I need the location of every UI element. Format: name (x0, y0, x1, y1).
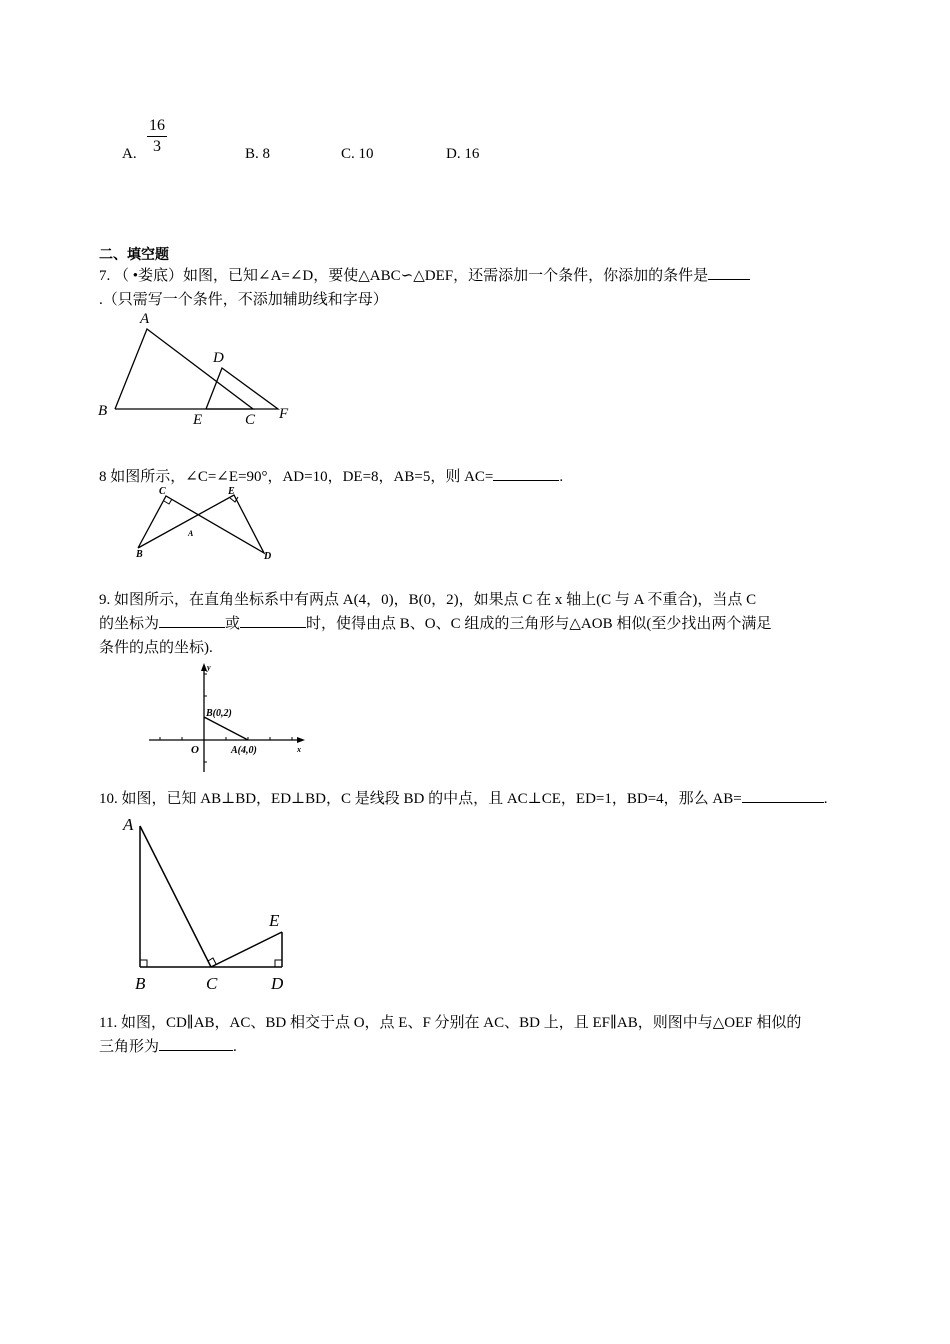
q10-end: . (823, 791, 828, 807)
bowtie-lines (138, 495, 264, 553)
q9-text-a: 的坐标为 (99, 616, 160, 632)
fig8-label-a: A (188, 529, 194, 538)
fig10-label-a: A (123, 815, 134, 834)
q7-text-line2: .（只需写一个条件，不添加辅助线和字母） (99, 292, 388, 308)
fig9-label-a: A(4,0) (231, 745, 257, 756)
q9-text-line2 (99, 613, 771, 635)
q11-text: 三角形为 (99, 1039, 160, 1055)
q10-figure (115, 808, 305, 998)
right-angle-d (275, 960, 282, 967)
q6-option-a-label: A. (122, 146, 137, 162)
q9-text-line3: 条件的点的坐标). (99, 640, 213, 656)
q8-answer-blank[interactable] (493, 466, 559, 481)
q6-option-a-denominator: 3 (153, 138, 161, 155)
q11-text-line2 (99, 1036, 237, 1058)
fig8-label-b: B (136, 549, 143, 560)
fig9-label-o: O (191, 744, 199, 756)
q9-answer-blank-2[interactable] (240, 613, 306, 628)
q8-figure (130, 483, 280, 563)
fig8-label-e: E (228, 486, 235, 497)
segment-ce (211, 932, 282, 967)
x-axis-arrow (297, 737, 305, 743)
fig7-label-f: F (279, 406, 289, 422)
q6-option-b: B. 8 (245, 146, 271, 162)
fig7-label-b: B (98, 403, 108, 419)
segment-ab (204, 717, 248, 740)
q7-text-line1 (99, 265, 750, 287)
fig8-label-d: D (264, 551, 272, 562)
fig7-label-e: E (193, 412, 203, 428)
fig10-label-c: C (206, 974, 218, 993)
q7-figure (95, 306, 305, 431)
q8-text: 8 如图所示，∠C=∠E=90°，AD=10，DE=8，AB=5，则 AC= (99, 469, 494, 485)
fig10-label-e: E (269, 911, 280, 930)
q6-option-c: C. 10 (341, 146, 374, 162)
fig7-label-c: C (245, 412, 256, 428)
q7-text: 7. （ •娄底）如图，已知∠A=∠D，要使△ABC∽△DEF，还需添加一个条件，你添加的条件是 (99, 268, 709, 284)
q11-end: . (233, 1039, 237, 1055)
fig7-label-a: A (140, 311, 150, 327)
segment-ac (140, 826, 211, 967)
fig10-label-d: D (271, 974, 284, 993)
fig9-label-b: B(0,2) (206, 708, 232, 719)
q10-line (99, 788, 827, 810)
right-angle-b (140, 960, 147, 967)
q9-text-c: 时，使得由点 B、O、C 组成的三角形与△AOB 相似(至少找出两个满足 (306, 616, 772, 632)
q11-text-line1: 11. 如图，CD∥AB，AC、BD 相交于点 O，点 E、F 分别在 AC、BD 上，且 EF∥AB，则图中与△OEF 相似的 (99, 1015, 802, 1031)
fig9-label-x: x (297, 745, 301, 754)
q7-answer-blank[interactable] (708, 265, 750, 280)
right-angle-c (164, 499, 172, 504)
q11-answer-blank[interactable] (159, 1036, 233, 1051)
q8-end: . (559, 469, 564, 485)
fig7-label-d: D (213, 350, 224, 366)
fig10-label-b: B (135, 974, 146, 993)
q6-option-a-fraction (147, 116, 167, 156)
fig9-label-y: y (207, 663, 211, 672)
q9-figure (145, 660, 315, 775)
triangle-def (206, 368, 278, 409)
fig8-label-c: C (159, 486, 166, 497)
q10-text: 10. 如图，已知 AB⊥BD，ED⊥BD，C 是线段 BD 的中点，且 AC⊥CE，ED=1，BD=4，那么 AB= (99, 791, 742, 807)
q9-answer-blank-1[interactable] (159, 613, 225, 628)
q9-text-b: 或 (225, 616, 241, 632)
q9-text-line1: 9. 如图所示，在直角坐标系中有两点 A(4，0)，B(0，2)，如果点 C 在 x 轴上(C 与 A 不重合)，当点 C (99, 592, 757, 608)
q10-answer-blank[interactable] (742, 788, 824, 803)
q6-option-a-numerator: 16 (147, 116, 167, 137)
q6-option-d: D. 16 (446, 146, 480, 162)
section-title: 二、填空题 (99, 247, 169, 263)
triangle-abc (115, 329, 253, 409)
